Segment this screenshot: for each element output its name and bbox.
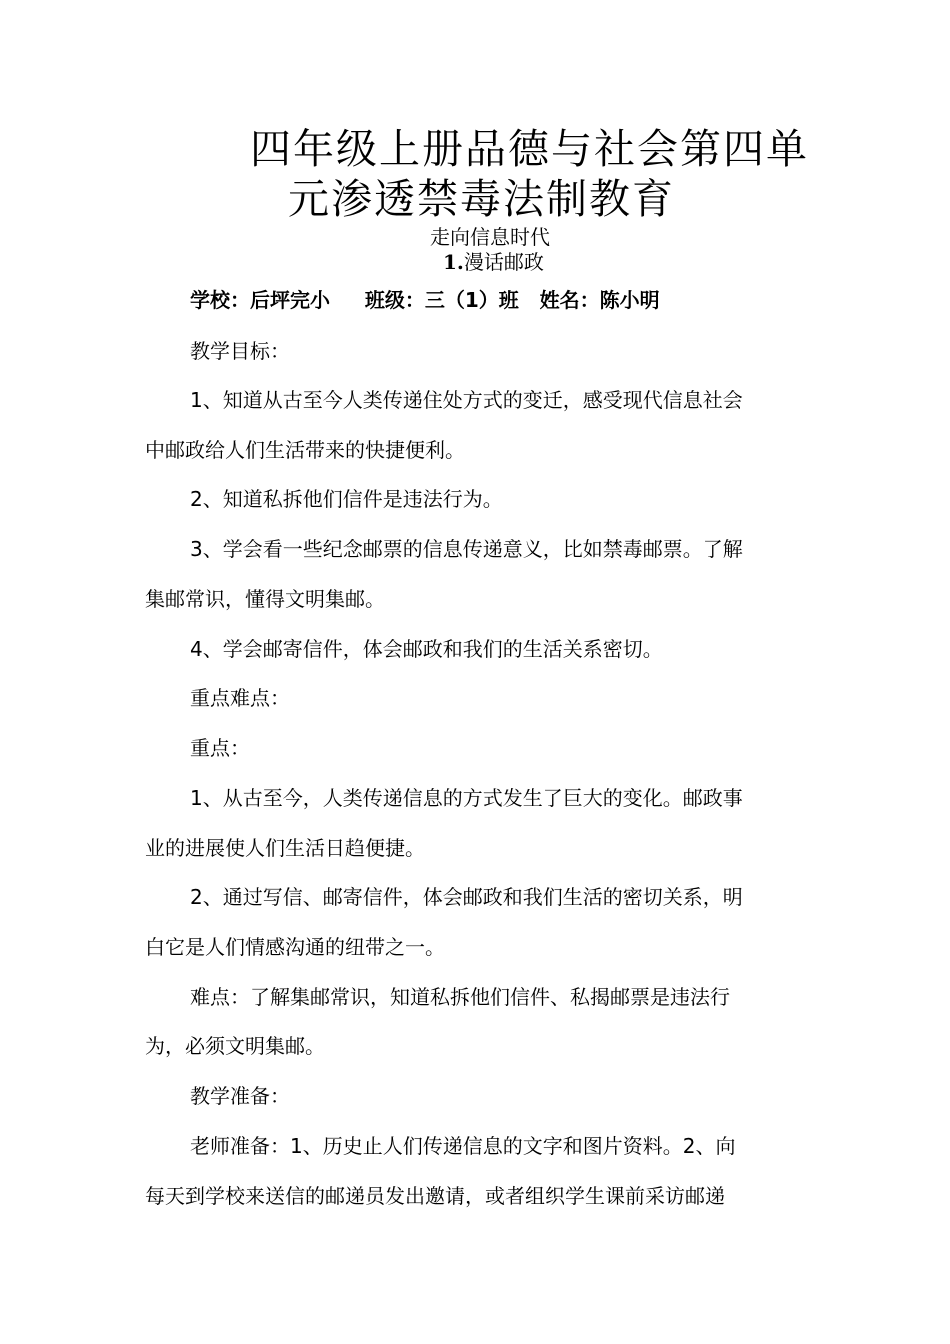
unit-heading: 走向信息时代 <box>430 225 550 249</box>
paragraph-line: 3、学会看一些纪念邮票的信息传递意义，比如禁毒邮票。了解 <box>190 537 743 561</box>
paragraph-line: 教学目标： <box>190 339 290 363</box>
paragraph-line: 重点： <box>190 736 250 760</box>
paragraph-line: 教学准备： <box>190 1084 290 1108</box>
paragraph-line: 重点难点： <box>190 686 290 710</box>
lesson-heading <box>443 250 544 274</box>
lesson-name: 漫话邮政 <box>463 250 544 274</box>
paragraph-line: 业的进展使人们生活日趋便捷。 <box>145 836 425 860</box>
paragraph-line: 1、从古至今，人类传递信息的方式发生了巨大的变化。邮政事 <box>190 786 743 810</box>
paragraph-line: 4、学会邮寄信件，体会邮政和我们的生活关系密切。 <box>190 637 663 661</box>
lesson-number: 1. <box>443 250 464 274</box>
paragraph-line: 每天到学校来送信的邮递员发出邀请，或者组织学生课前采访邮递 <box>145 1184 725 1208</box>
paragraph-line: 2、知道私拆他们信件是违法行为。 <box>190 487 503 511</box>
paragraph-line: 难点：了解集邮常识，知道私拆他们信件、私揭邮票是违法行 <box>190 985 730 1009</box>
paragraph-line: 老师准备：1、历史止人们传递信息的文字和图片资料。2、向 <box>190 1134 736 1158</box>
document-title-line-2: 元渗透禁毒法制教育 <box>288 175 675 223</box>
paragraph-line: 白它是人们情感沟通的纽带之一。 <box>145 935 445 959</box>
paragraph-line: 集邮常识，懂得文明集邮。 <box>145 587 385 611</box>
author-info-line: 学校：后坪完小 班级：三（1）班 姓名：陈小明 <box>190 288 660 312</box>
paragraph-line: 1、知道从古至今人类传递住处方式的变迁，感受现代信息社会 <box>190 388 743 412</box>
paragraph-line: 2、通过写信、邮寄信件，体会邮政和我们生活的密切关系，明 <box>190 885 743 909</box>
paragraph-line: 为，必须文明集邮。 <box>145 1034 325 1058</box>
document-title-line-1: 四年级上册品德与社会第四单 <box>250 125 809 173</box>
paragraph-line: 中邮政给人们生活带来的快捷便利。 <box>145 438 465 462</box>
